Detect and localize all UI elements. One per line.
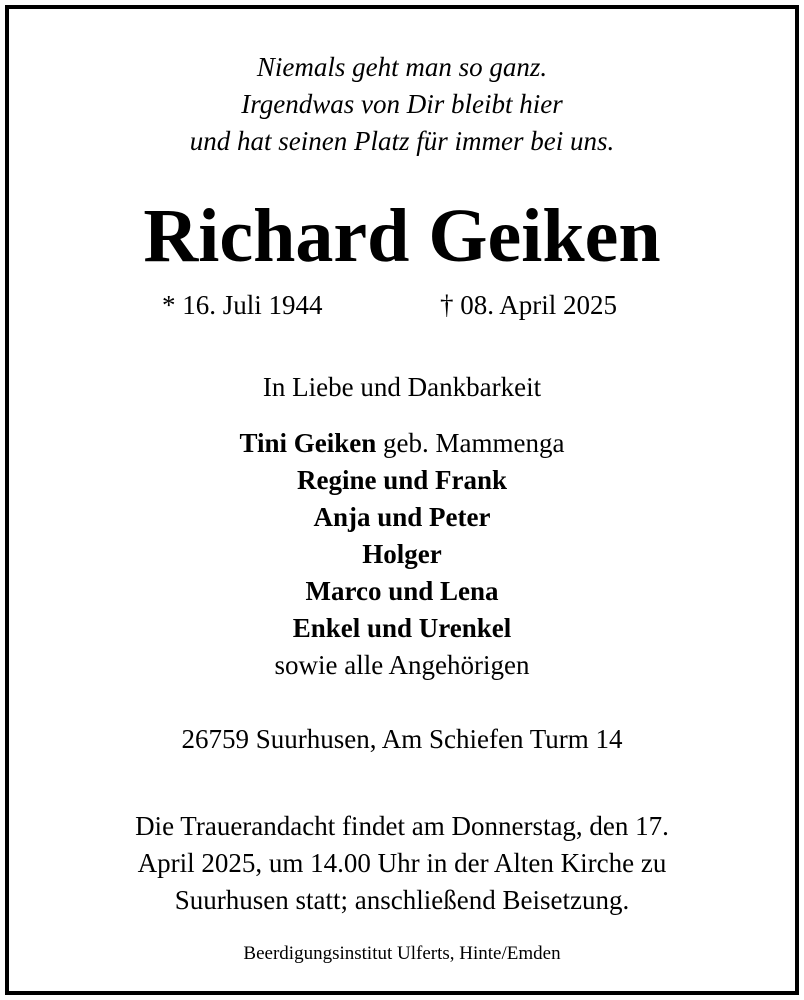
death-date: † 08. April 2025 bbox=[440, 290, 618, 320]
family-list bbox=[0, 425, 804, 684]
family-member: Marco und Lena bbox=[305, 576, 499, 606]
undertaker: Beerdigungsinstitut Ulferts, Hinte/Emden bbox=[243, 943, 561, 964]
family-closing: sowie alle Angehörigen bbox=[274, 650, 530, 680]
family-member: Enkel und Urenkel bbox=[292, 613, 512, 643]
deceased-name: Richard Geiken bbox=[143, 194, 661, 278]
address: 26759 Suurhusen, Am Schiefen Turm 14 bbox=[181, 724, 623, 754]
family-member: Holger bbox=[362, 539, 442, 569]
family-member: Regine und Frank bbox=[296, 465, 508, 495]
service-line: Suurhusen statt; anschließend Beisetzung. bbox=[174, 885, 630, 915]
spouse-name: Tini Geiken bbox=[239, 428, 377, 458]
spouse-maiden-name: geb. Mammenga bbox=[376, 428, 565, 458]
poem bbox=[0, 49, 804, 160]
birth-date: * 16. Juli 1944 bbox=[162, 290, 323, 320]
service-line: Die Trauerandacht findet am Donnerstag, den 17. bbox=[135, 811, 669, 841]
family-member-spouse bbox=[0, 425, 804, 462]
family-member: Anja und Peter bbox=[313, 502, 491, 532]
service-line: April 2025, um 14.00 Uhr in der Alten Kirche zu bbox=[137, 848, 667, 878]
poem-line: Irgendwas von Dir bleibt hier bbox=[241, 89, 563, 119]
poem-line: Niemals geht man so ganz. bbox=[256, 52, 548, 82]
intro-text: In Liebe und Dankbarkeit bbox=[262, 372, 542, 402]
service-info bbox=[0, 808, 804, 919]
poem-line: und hat seinen Platz für immer bei uns. bbox=[189, 126, 615, 156]
